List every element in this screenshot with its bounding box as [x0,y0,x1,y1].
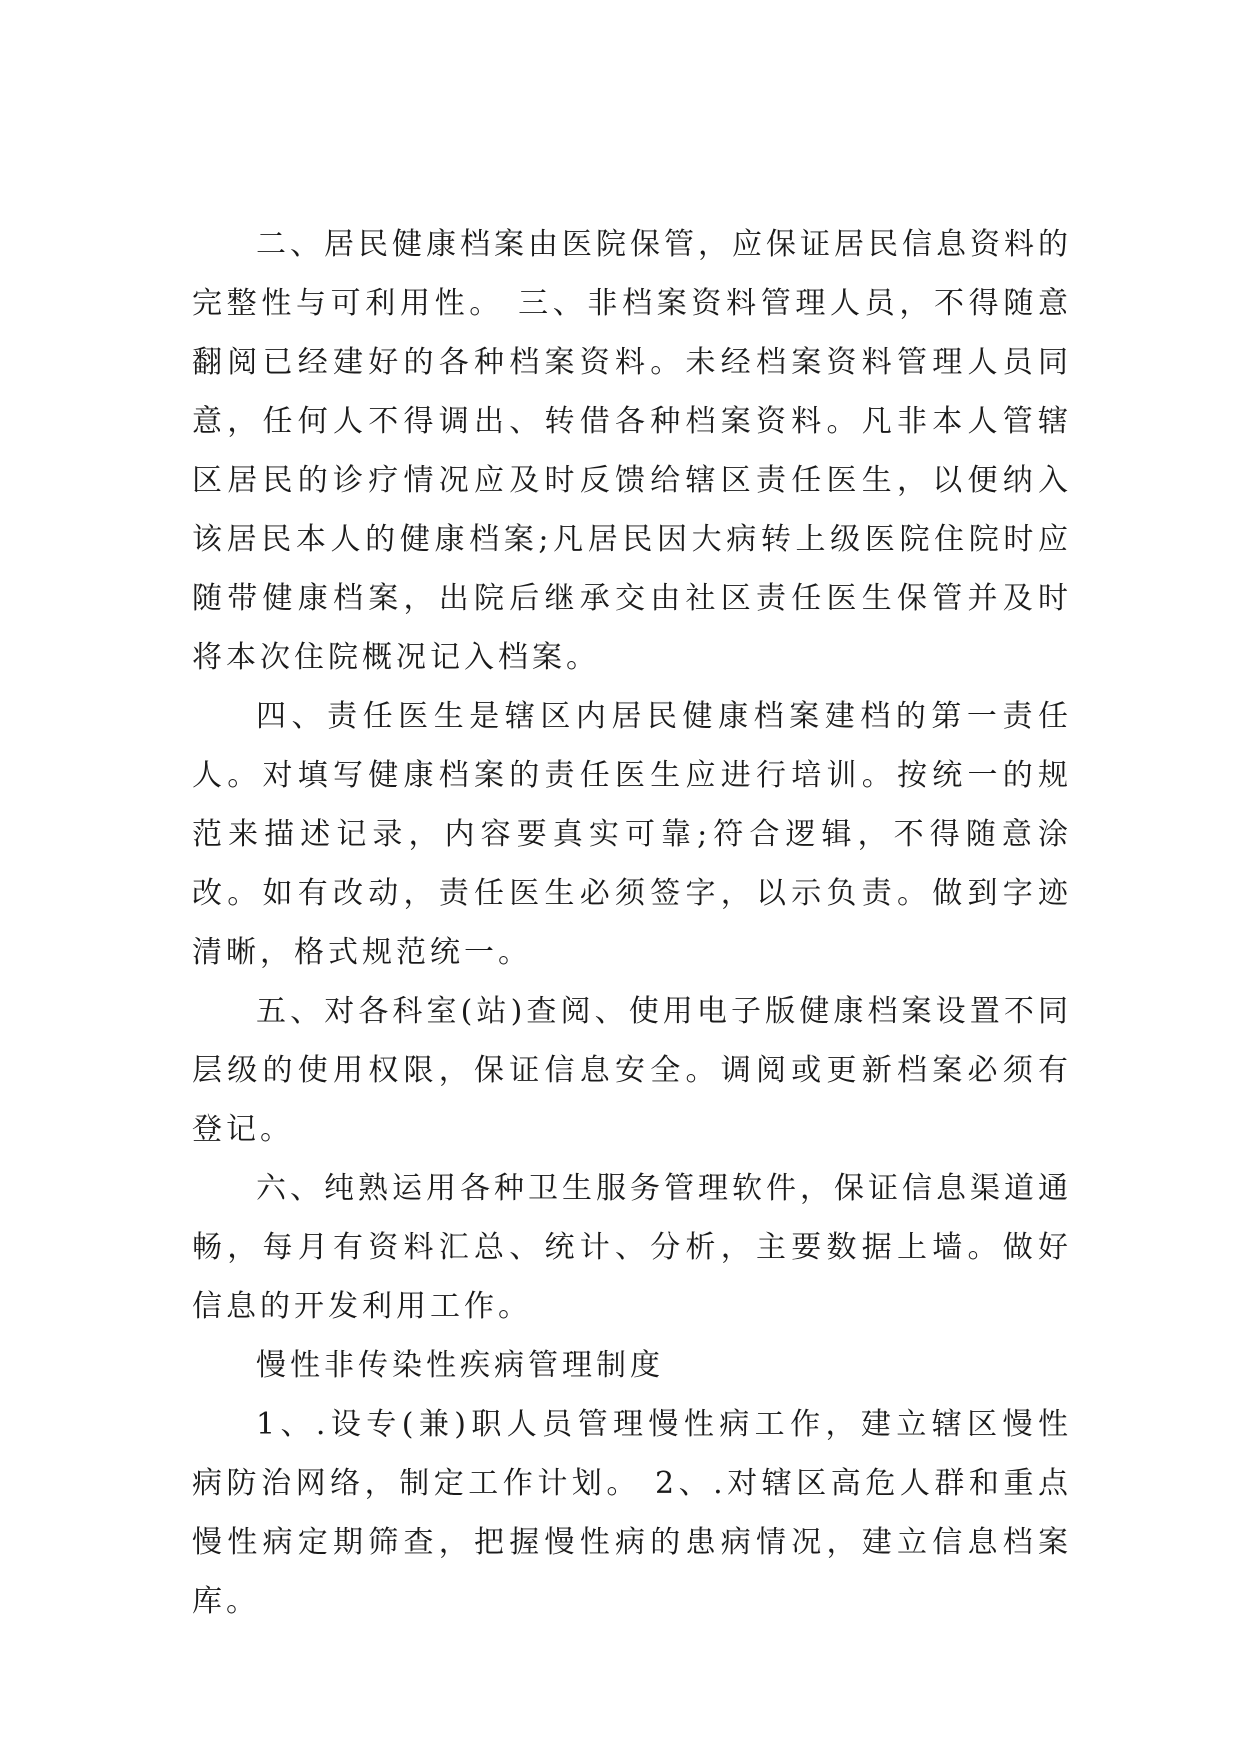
section-heading-chronic-disease: 慢性非传染性疾病管理制度 [256,1348,664,1383]
paragraph-records-custody: 二、居民健康档案由医院保管，应保证居民信息资料的完整性与可利用性。 三、非档案资料管理人员，不得随意翻阅已经建好的各种档案资料。未经档案资料管理人员同意，任何人不得调出、转借各种档案资料。凡非本人管辖区居民的诊疗情况应及时反馈给辖区责任医生，以便纳入该居民本人的健康档案;凡居民因大病转上级医院住院时应随带健康档案，出院后继承交由社区责任医生保管并及时将本次住院概况记入档案。 [192,227,1072,675]
paragraph-chronic-disease-rules: 1、.设专(兼)职人员管理慢性病工作，建立辖区慢性病防治网络，制定工作计划。 2、.对辖区高危人群和重点慢性病定期筛查，把握慢性病的患病情况，建立信息档案库。 [192,1407,1072,1619]
document-body [192,215,1072,1631]
paragraph-access-permissions: 五、对各科室(站)查阅、使用电子版健康档案设置不同层级的使用权限，保证信息安全。调阅或更新档案必须有登记。 [192,994,1072,1147]
paragraph-software-usage: 六、纯熟运用各种卫生服务管理软件，保证信息渠道通畅，每月有资料汇总、统计、分析，主要数据上墙。做好信息的开发利用工作。 [192,1171,1072,1324]
paragraph-responsible-doctor: 四、责任医生是辖区内居民健康档案建档的第一责任人。对填写健康档案的责任医生应进行培训。按统一的规范来描述记录，内容要真实可靠;符合逻辑，不得随意涂改。如有改动，责任医生必须签字，以示负责。做到字迹清晰，格式规范统一。 [192,699,1072,970]
